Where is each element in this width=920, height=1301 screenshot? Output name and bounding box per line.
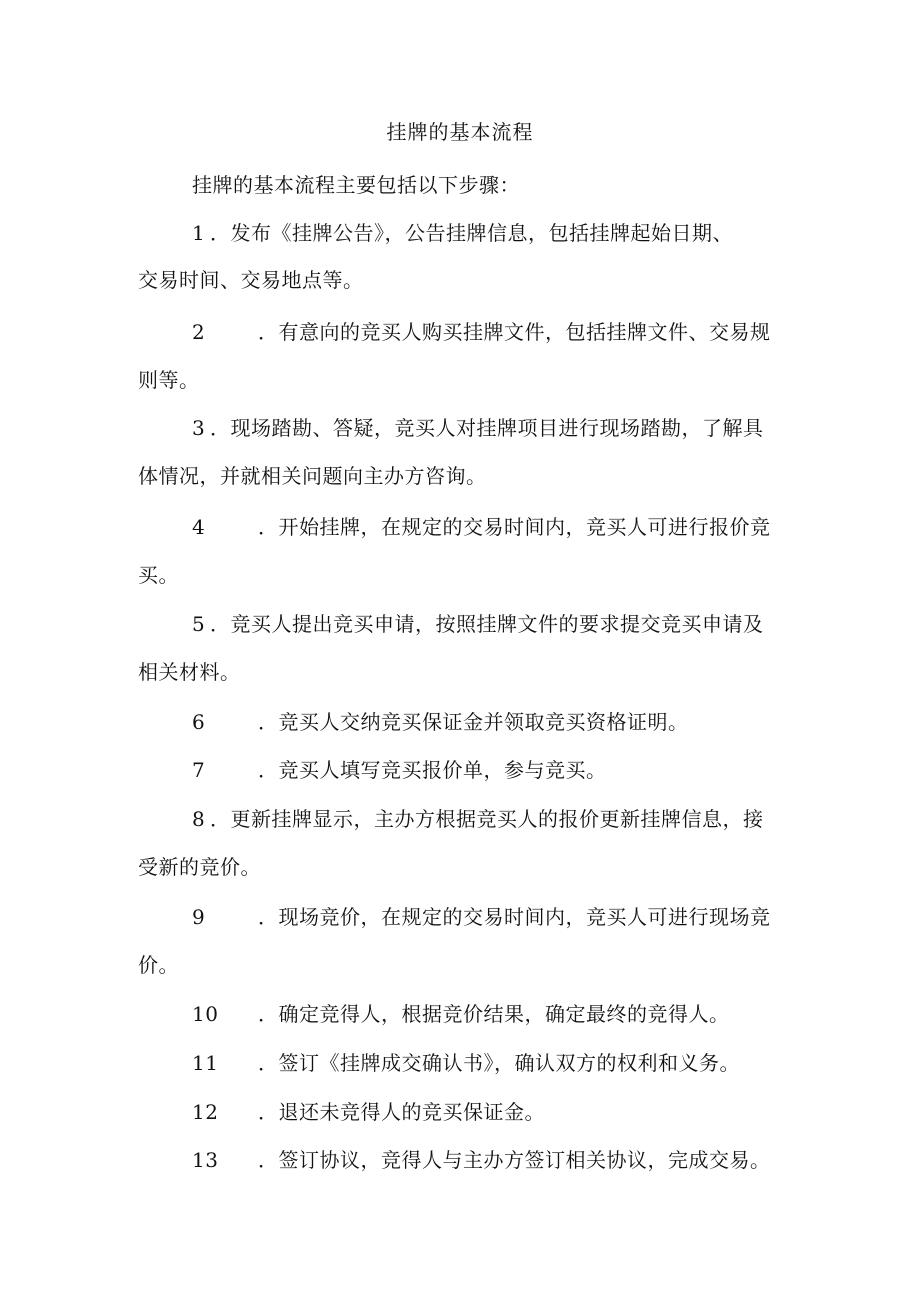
- step-text: ．开始挂牌，在规定的交易时间内，竞买人可进行报价竞: [258, 515, 771, 539]
- document-title: 挂牌的基本流程: [386, 120, 534, 144]
- step-text: ．退还未竞得人的竞买保证金。: [258, 1100, 545, 1124]
- step-number: 12: [192, 1100, 219, 1124]
- intro-paragraph: 挂牌的基本流程主要包括以下步骤：: [192, 173, 520, 197]
- step-text: ．现场踏勘、答疑，竞买人对挂牌项目进行现场踏勘，了解具: [210, 416, 764, 440]
- step-1: [192, 219, 733, 247]
- step-number: 2: [192, 320, 206, 344]
- step-5-continuation: 相关材料。: [138, 660, 241, 684]
- step-5: [192, 610, 764, 638]
- step-3: [192, 414, 764, 442]
- step-1-continuation: 交易时间、交易地点等。: [138, 268, 364, 292]
- step-number: 5: [192, 612, 206, 636]
- step-4: [192, 513, 771, 541]
- step-text: ．签订《挂牌成交确认书》，确认双方的权利和义务。: [258, 1051, 740, 1075]
- step-11: [192, 1049, 740, 1077]
- step-9: [192, 903, 771, 931]
- step-number: 9: [192, 905, 206, 929]
- step-number: 10: [192, 1002, 219, 1026]
- step-text: ．确定竞得人，根据竞价结果，确定最终的竞得人。: [258, 1002, 730, 1026]
- step-text: ．有意向的竞买人购买挂牌文件，包括挂牌文件、交易规: [258, 320, 771, 344]
- step-10: [192, 1000, 730, 1028]
- step-8-continuation: 受新的竞价。: [138, 855, 261, 879]
- step-9-continuation: 价。: [138, 953, 179, 977]
- step-4-continuation: 买。: [138, 563, 179, 587]
- step-text: ．竞买人填写竞买报价单，参与竞买。: [258, 758, 607, 782]
- step-number: 13: [192, 1148, 219, 1172]
- step-number: 8: [192, 807, 206, 831]
- step-number: 7: [192, 758, 206, 782]
- step-6: [192, 708, 689, 736]
- step-text: ．更新挂牌显示，主办方根据竞买人的报价更新挂牌信息，接: [210, 807, 764, 831]
- step-text: ．发布《挂牌公告》，公告挂牌信息，包括挂牌起始日期、: [210, 221, 733, 245]
- step-text: ．竞买人交纳竞买保证金并领取竞买资格证明。: [258, 710, 689, 734]
- step-7: [192, 756, 607, 784]
- step-text: ．现场竞价，在规定的交易时间内，竞买人可进行现场竞: [258, 905, 771, 929]
- step-2-continuation: 则等。: [138, 368, 200, 392]
- step-8: [192, 805, 764, 833]
- step-number: 1: [192, 221, 206, 245]
- step-number: 11: [192, 1051, 219, 1075]
- step-number: 4: [192, 515, 206, 539]
- step-text: ．竞买人提出竞买申请，按照挂牌文件的要求提交竞买申请及: [210, 612, 764, 636]
- step-number: 6: [192, 710, 206, 734]
- step-13: [192, 1146, 771, 1174]
- step-3-continuation: 体情况，并就相关问题向主办方咨询。: [138, 464, 487, 488]
- step-2: [192, 318, 771, 346]
- step-12: [192, 1098, 545, 1126]
- step-text: ．签订协议，竞得人与主办方签订相关协议，完成交易。: [258, 1148, 771, 1172]
- step-number: 3: [192, 416, 206, 440]
